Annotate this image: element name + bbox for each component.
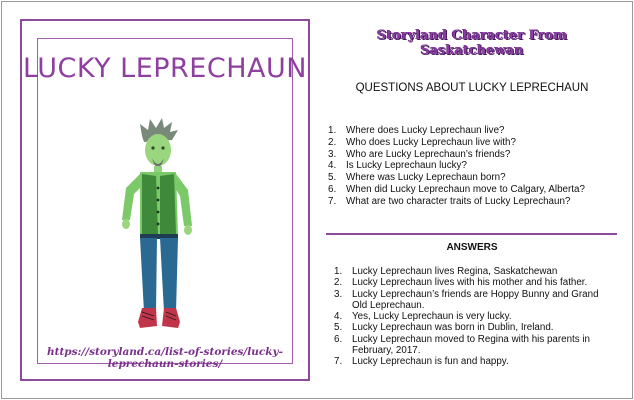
answer-text: Lucky Leprechaun was born in Dublin, Ireland. xyxy=(352,322,554,334)
question-item xyxy=(328,149,623,161)
answer-number: 1. xyxy=(334,266,343,277)
answer-number: 2. xyxy=(334,277,343,289)
character-name-title: LUCKY LEPRECHAUN xyxy=(23,53,307,84)
question-text: Is Lucky Leprechaun lucky? xyxy=(346,160,467,172)
worksheet-page xyxy=(1,1,633,399)
answer-item xyxy=(334,334,609,357)
answer-text: Lucky Leprechaun is fun and happy. xyxy=(352,356,509,368)
section-divider xyxy=(326,233,617,235)
answer-item xyxy=(334,277,609,288)
question-item xyxy=(328,196,623,208)
question-number: 1. xyxy=(328,125,337,136)
question-number: 3. xyxy=(328,148,337,160)
question-item xyxy=(328,160,623,172)
answer-number: 5. xyxy=(334,322,343,334)
answer-item xyxy=(334,266,609,277)
questions-list xyxy=(328,125,623,208)
question-number: 4. xyxy=(328,160,337,172)
title-line-1: Storyland Character From xyxy=(376,28,568,43)
question-item xyxy=(328,125,623,137)
character-card xyxy=(20,19,310,381)
question-text: Where was Lucky Leprechaun born? xyxy=(346,172,506,184)
question-number: 2. xyxy=(328,136,337,148)
answer-item xyxy=(334,289,609,312)
question-text: When did Lucky Leprechaun move to Calgary, Alberta? xyxy=(346,183,585,195)
character-url-link[interactable]: https://storyland.ca/list-of-stories/lucky-leprechaun-stories/ xyxy=(46,346,284,370)
questions-heading: QUESTIONS ABOUT LUCKY LEPRECHAUN xyxy=(355,82,589,94)
answer-item xyxy=(334,311,609,322)
question-item xyxy=(328,172,623,184)
answer-number: 3. xyxy=(334,288,343,300)
answer-text: Lucky Leprechaun’s friends are Hoppy Bunny and Grand Old Leprechaun. xyxy=(352,288,599,311)
question-text: Who are Lucky Leprechaun’s friends? xyxy=(346,148,511,160)
answer-text: Lucky Leprechaun moved to Regina with his parents in February, 2017. xyxy=(352,333,590,357)
worksheet-title xyxy=(327,28,617,58)
question-text: Who does Lucky Leprechaun live with? xyxy=(346,136,516,148)
question-item xyxy=(328,184,623,196)
answers-heading: ANSWERS xyxy=(446,242,498,253)
question-number: 7. xyxy=(328,195,337,207)
title-line-2: Saskatchewan xyxy=(420,43,524,58)
answer-number: 4. xyxy=(334,311,343,323)
answer-text: Yes, Lucky Leprechaun is very lucky. xyxy=(352,311,512,323)
answer-number: 6. xyxy=(334,333,343,345)
question-item xyxy=(328,137,623,149)
question-text: Where does Lucky Leprechaun live? xyxy=(346,125,505,136)
answer-number: 7. xyxy=(334,356,343,368)
leprechaun-illustration xyxy=(100,116,220,341)
answer-text: Lucky Leprechaun lives Regina, Saskatchewan xyxy=(352,266,558,277)
answers-list xyxy=(334,266,609,368)
answer-item xyxy=(334,356,609,367)
question-number: 5. xyxy=(328,172,337,184)
question-text: What are two character traits of Lucky Leprechaun? xyxy=(346,195,571,207)
answer-item xyxy=(334,322,609,333)
answer-text: Lucky Leprechaun lives with his mother and his father. xyxy=(352,277,588,289)
question-number: 6. xyxy=(328,183,337,195)
